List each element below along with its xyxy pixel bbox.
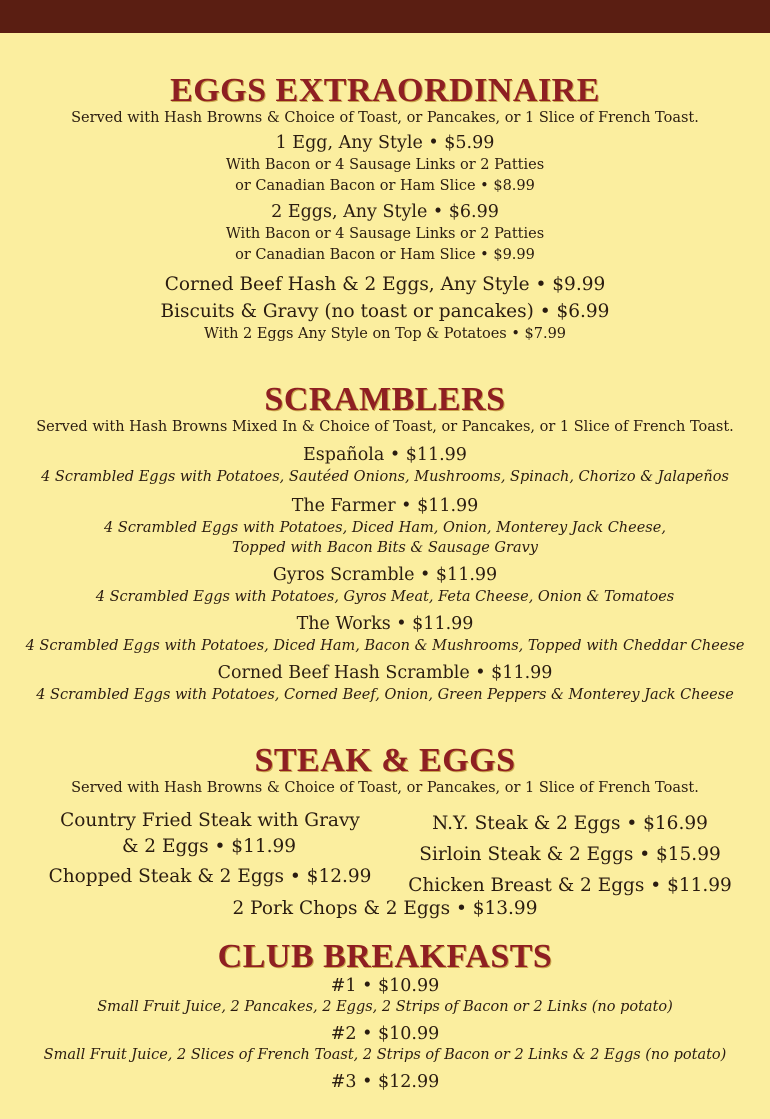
scrambler-item	[0, 564, 770, 607]
menu-item-option: or Canadian Bacon or Ham Slice • $8.99	[235, 178, 535, 194]
menu-item-name: Gyros Scramble • $11.99	[272, 565, 498, 585]
served-with: Served with Hash Browns & Choice of Toast, or Pancakes, or 1 Slice of French Toast.	[71, 780, 699, 796]
section-title: STEAK & EGGS	[254, 742, 516, 779]
served-with: Served with Hash Browns Mixed In & Choice of Toast, or Pancakes, or 1 Slice of French Toast.	[36, 419, 734, 435]
menu-item-name: #1 • $10.99	[330, 976, 440, 996]
served-with: Served with Hash Browns & Choice of Toast, or Pancakes, or 1 Slice of French Toast.	[71, 110, 699, 126]
menu-item: Chopped Steak & 2 Eggs • $12.99	[48, 866, 372, 887]
menu-item-description: 4 Scrambled Eggs with Potatoes, Diced Ham, Bacon & Mushrooms, Topped with Cheddar Cheese	[25, 638, 745, 654]
menu-item-description: 4 Scrambled Eggs with Potatoes, Sautéed Onions, Mushrooms, Spinach, Chorizo & Jalapeños	[41, 469, 729, 485]
menu-item-name: Corned Beef Hash Scramble • $11.99	[217, 663, 553, 683]
section-title: CLUB BREAKFASTS	[217, 938, 553, 975]
menu-item-description: 4 Scrambled Eggs with Potatoes, Corned Beef, Onion, Green Peppers & Monterey Jack Cheese	[36, 687, 734, 703]
menu-item-option: or Canadian Bacon or Ham Slice • $9.99	[235, 247, 535, 263]
section-steak-eggs	[0, 705, 770, 921]
top-banner	[0, 0, 770, 33]
section-club-breakfasts	[0, 921, 770, 1093]
menu-item: N.Y. Steak & 2 Eggs • $16.99	[432, 813, 708, 834]
scrambler-item	[0, 495, 770, 558]
menu-item: Biscuits & Gravy (no toast or pancakes) • $6.99	[160, 301, 610, 322]
menu-page	[0, 33, 770, 1093]
section-eggs	[0, 33, 770, 344]
menu-item-name: #3 • $12.99	[330, 1072, 440, 1092]
menu-item-name: Española • $11.99	[303, 445, 467, 465]
menu-item-description: 4 Scrambled Eggs with Potatoes, Diced Ham, Onion, Monterey Jack Cheese,	[104, 520, 666, 536]
menu-item-description: Small Fruit Juice, 2 Pancakes, 2 Eggs, 2 Strips of Bacon or 2 Links (no potato)	[97, 999, 673, 1015]
menu-item-option: With Bacon or 4 Sausage Links or 2 Patties	[225, 226, 545, 242]
menu-item-option: With Bacon or 4 Sausage Links or 2 Patties	[225, 157, 545, 173]
menu-item: Corned Beef Hash & 2 Eggs, Any Style • $9.99	[164, 274, 606, 295]
menu-item-name: #2 • $10.99	[330, 1024, 440, 1044]
menu-item-option: With 2 Eggs Any Style on Top & Potatoes • $7.99	[203, 326, 567, 342]
menu-item: Country Fried Steak with Gravy	[60, 810, 360, 831]
scrambler-item	[0, 613, 770, 656]
scrambler-item	[0, 662, 770, 705]
section-title: EGGS EXTRAORDINAIRE	[170, 72, 600, 109]
menu-item-name: The Farmer • $11.99	[291, 496, 479, 516]
menu-item-description: Small Fruit Juice, 2 Slices of French Toast, 2 Strips of Bacon or 2 Links & 2 Eggs (no potato)	[43, 1047, 727, 1063]
menu-item: Chicken Breast & 2 Eggs • $11.99	[408, 875, 732, 896]
section-title: SCRAMBLERS	[264, 381, 506, 418]
section-scramblers	[0, 344, 770, 705]
menu-item: 2 Eggs, Any Style • $6.99	[271, 202, 499, 222]
menu-item: Sirloin Steak & 2 Eggs • $15.99	[419, 844, 721, 865]
menu-item: 1 Egg, Any Style • $5.99	[275, 133, 495, 153]
steak-items-grid	[0, 797, 770, 905]
menu-item-description: 4 Scrambled Eggs with Potatoes, Gyros Meat, Feta Cheese, Onion & Tomatoes	[95, 589, 675, 605]
scrambler-item	[0, 444, 770, 487]
menu-item-name: The Works • $11.99	[296, 614, 474, 634]
menu-item: 2 Pork Chops & 2 Eggs • $13.99	[232, 898, 538, 919]
menu-item-description: Topped with Bacon Bits & Sausage Gravy	[232, 540, 538, 556]
menu-item-price: & 2 Eggs • $11.99	[121, 836, 297, 857]
